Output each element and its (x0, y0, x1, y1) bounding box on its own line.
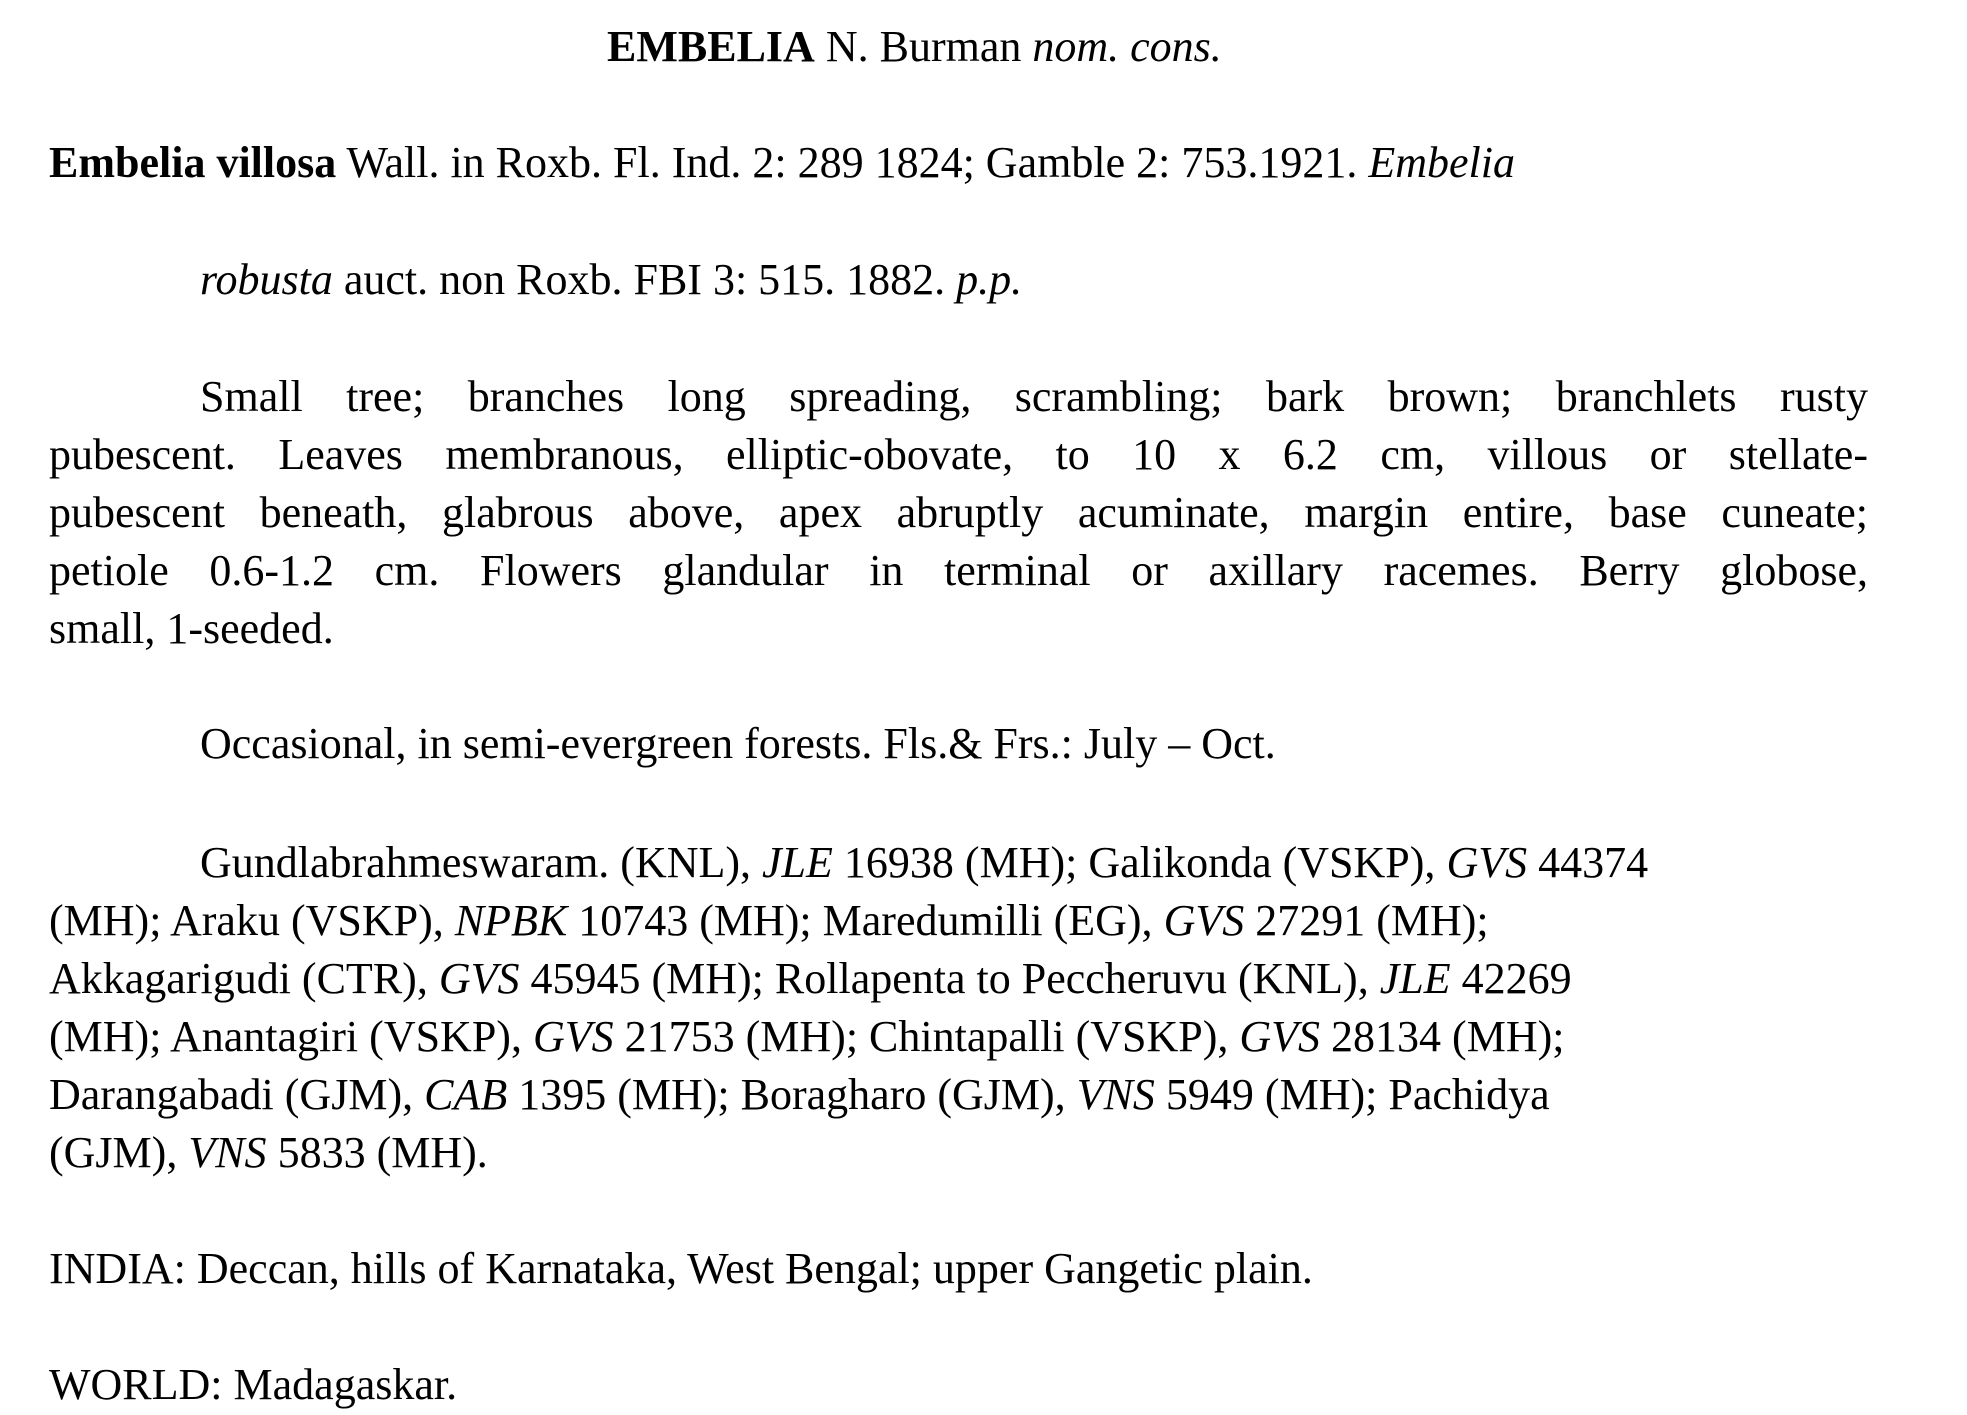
collector-code: NPBK (454, 896, 568, 945)
specimen-segment: 5833 (MH). (266, 1128, 488, 1177)
collector-code: GVS (1239, 1012, 1321, 1061)
specimen-line (49, 1124, 488, 1182)
collector-code: GVS (532, 1012, 614, 1061)
specimen-segment: (GJM), (49, 1128, 189, 1177)
species-citation: Wall. in Roxb. Fl. Ind. 2: 289 1824; Gamble 2: 753.1921. (336, 138, 1369, 187)
genus-name: EMBELIA (607, 22, 815, 71)
specimen-line (49, 1008, 1564, 1066)
specimen-segment: 45945 (MH); Rollapenta to Peccheruvu (KNL), (519, 954, 1380, 1003)
specimen-segment: (MH); Araku (VSKP), (49, 896, 455, 945)
specimen-line (200, 834, 1648, 892)
synonym-pp: p.p. (956, 255, 1023, 304)
collector-code: GVS (1163, 896, 1245, 945)
species-name: Embelia villosa (49, 138, 337, 187)
synonym-epithet: robusta (200, 255, 333, 304)
collector-code: JLE (1379, 954, 1451, 1003)
description-line: pubescent beneath, glabrous above, apex abruptly acuminate, margin entire, base cuneate; (49, 488, 1868, 537)
specimen-line (49, 950, 1572, 1008)
description-line: pubescent. Leaves membranous, elliptic-obovate, to 10 x 6.2 cm, villous or stellate- (49, 430, 1868, 479)
synonym-line (200, 251, 1022, 309)
synonym-genus: Embelia (1368, 138, 1515, 187)
specimen-line (49, 892, 1489, 950)
specimen-segment: Gundlabrahmeswaram. (KNL), (200, 838, 763, 887)
specimen-segment: 27291 (MH); (1244, 896, 1489, 945)
genus-heading (607, 18, 1222, 76)
collector-code: CAB (424, 1070, 508, 1119)
distribution-india: INDIA: Deccan, hills of Karnataka, West Bengal; upper Gangetic plain. (49, 1244, 1313, 1293)
synonym-rest: auct. non Roxb. FBI 3: 515. 1882. (332, 255, 957, 304)
habitat-text: Occasional, in semi-evergreen forests. Fls.& Frs.: July – Oct. (200, 719, 1276, 768)
collector-code: GVS (1446, 838, 1528, 887)
specimen-segment: 1395 (MH); Boragharo (GJM), (507, 1070, 1077, 1119)
collector-code: JLE (762, 838, 833, 887)
collector-code: GVS (438, 954, 520, 1003)
species-citation-line (49, 134, 1515, 192)
description-line: small, 1-seeded. (49, 604, 334, 653)
specimen-segment: 16938 (MH); Galikonda (VSKP), (832, 838, 1447, 887)
specimen-segment: 5949 (MH); Pachidya (1154, 1070, 1550, 1119)
genus-status: nom. cons. (1032, 22, 1222, 71)
specimen-segment: Darangabadi (GJM), (49, 1070, 425, 1119)
specimen-segment: 42269 (1450, 954, 1572, 1003)
distribution-world: WORLD: Madagaskar. (49, 1360, 458, 1409)
description-line: Small tree; branches long spreading, scrambling; bark brown; branchlets rusty (200, 372, 1868, 421)
description-line: petiole 0.6-1.2 cm. Flowers glandular in terminal or axillary racemes. Berry globose, (49, 546, 1868, 595)
collector-code: VNS (188, 1128, 267, 1177)
specimen-line (49, 1066, 1550, 1124)
specimen-segment: 44374 (1527, 838, 1649, 887)
specimen-segment: (MH); Anantagiri (VSKP), (49, 1012, 533, 1061)
genus-author: N. Burman (814, 22, 1033, 71)
collector-code: VNS (1076, 1070, 1155, 1119)
specimen-segment: 10743 (MH); Maredumilli (EG), (567, 896, 1164, 945)
specimen-segment: 28134 (MH); (1320, 1012, 1565, 1061)
specimen-segment: Akkagarigudi (CTR), (49, 954, 439, 1003)
specimen-segment: 21753 (MH); Chintapalli (VSKP), (613, 1012, 1240, 1061)
